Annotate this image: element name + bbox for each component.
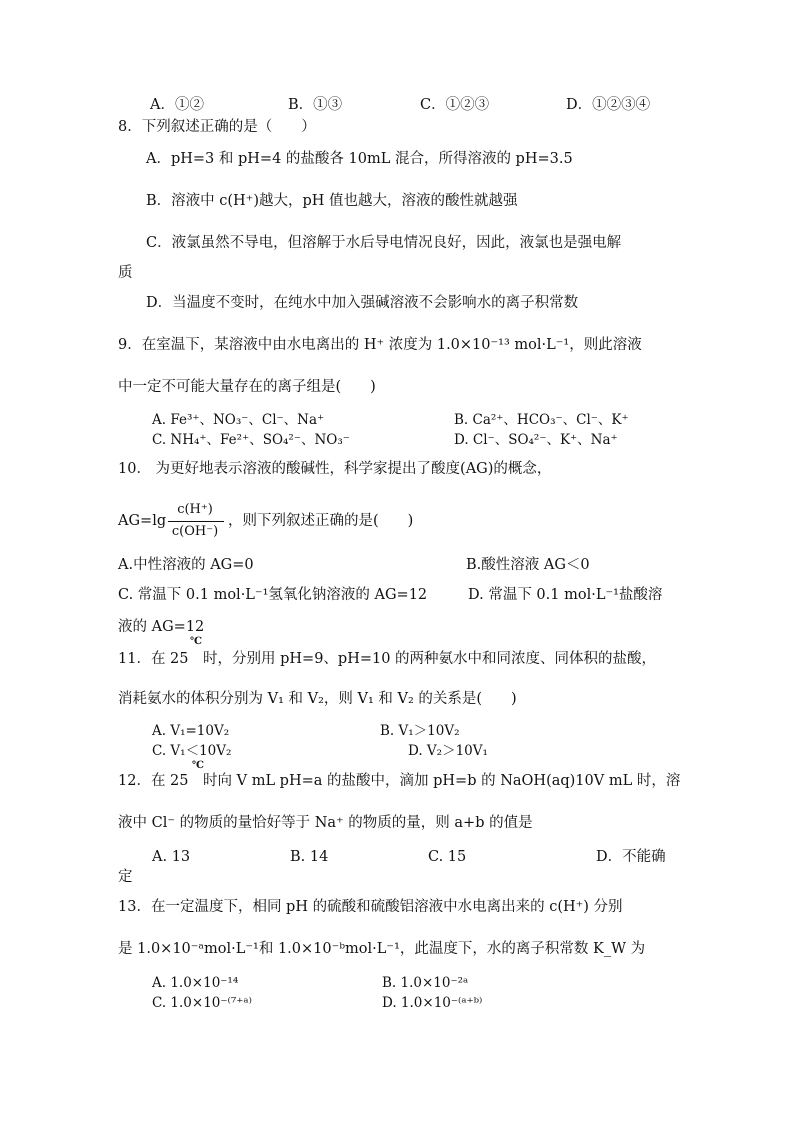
q10-option-c: C. 常温下 0.1 mol·L⁻¹氢氧化钠溶液的 AG=12 [118, 587, 428, 603]
q11-option-c: C. V₁＜10V₂ [152, 743, 232, 759]
q7-option-b: B．①③ [288, 97, 343, 113]
q9-stem-line1: 9．在室温下，某溶液中由水电离出的 H⁺ 浓度为 1.0×10⁻¹³ mol·L⁻¹，则此溶液 [118, 337, 642, 353]
q9-option-d: D. Cl⁻、SO₄²⁻、K⁺、Na⁺ [454, 432, 618, 448]
q10-fraction-bar [168, 521, 224, 522]
q10-fraction-numerator: c(H⁺) [177, 502, 213, 517]
q8-option-d: D．当温度不变时，在纯水中加入强碱溶液不会影响水的离子积常数 [146, 295, 579, 311]
q9-stem-line2: 中一定不可能大量存在的离子组是( ) [118, 379, 376, 395]
q11-option-b: B. V₁＞10V₂ [380, 723, 460, 739]
q10-option-a: A.中性溶液的 AG=0 [118, 557, 254, 573]
q12-degree-symbol: ℃ [192, 760, 204, 771]
q11-option-d: D. V₂＞10V₁ [408, 743, 488, 759]
q12-stem-line1: 12．在 25 时向 V mL pH=a 的盐酸中，滴加 pH=b 的 NaOH(aq)10V mL 时，溶 [118, 773, 681, 789]
q11-stem-line1: 11．在 25 时，分别用 pH=9、pH=10 的两种氨水中和同浓度、同体积的盐酸， [118, 651, 657, 667]
q10-option-d-line2: 液的 AG=12 [118, 619, 205, 635]
q9-option-c: C. NH₄⁺、Fe²⁺、SO₄²⁻、NO₃⁻ [152, 432, 350, 448]
q9-option-a: A. Fe³⁺、NO₃⁻、Cl⁻、Na⁺ [152, 412, 325, 428]
q13-stem-line2: 是 1.0×10⁻ᵃmol·L⁻¹和 1.0×10⁻ᵇmol·L⁻¹，此温度下，水的离子积常数 K_W 为 [118, 941, 646, 957]
q8-option-a: A．pH=3 和 pH=4 的盐酸各 10mL 混合，所得溶液的 pH=3.5 [146, 151, 573, 167]
q13-stem-line1: 13．在一定温度下，相同 pH 的硫酸和硫酸铝溶液中水电离出来的 c(H⁺) 分别 [118, 899, 623, 915]
q11-degree-symbol: ℃ [190, 636, 202, 647]
q8-option-b: B．溶液中 c(H⁺)越大，pH 值也越大，溶液的酸性就越强 [146, 193, 518, 209]
q13-option-a: A. 1.0×10⁻¹⁴ [152, 975, 239, 991]
q13-option-d: D. 1.0×10⁻⁽ᵃ⁺ᵇ⁾ [382, 995, 483, 1011]
q13-option-b: B. 1.0×10⁻²ᵃ [382, 975, 469, 991]
q8-stem: 8．下列叙述正确的是（ ） [118, 119, 316, 135]
q10-stem-suffix: ，则下列叙述正确的是( ) [228, 513, 414, 529]
q12-option-b: B. 14 [290, 849, 329, 865]
q10-option-d-line1: D. 常温下 0.1 mol·L⁻¹盐酸溶 [468, 587, 663, 603]
q11-option-a: A. V₁=10V₂ [152, 723, 230, 739]
q10-fraction-denominator: c(OH⁻) [171, 524, 219, 539]
q7-option-c: C．①②③ [420, 97, 490, 113]
q12-option-c: C. 15 [428, 849, 467, 865]
q8-option-c-line1: C．液氯虽然不导电，但溶解于水后导电情况良好，因此，液氯也是强电解 [146, 235, 622, 251]
q10-option-b: B.酸性溶液 AG＜0 [466, 557, 590, 573]
q11-stem-line2: 消耗氨水的体积分别为 V₁ 和 V₂，则 V₁ 和 V₂ 的关系是( ) [118, 691, 517, 707]
q13-option-c: C. 1.0×10⁻⁽⁷⁺ᵃ⁾ [152, 995, 252, 1011]
q12-option-a: A. 13 [152, 849, 191, 865]
q8-option-c-line2: 质 [118, 265, 133, 281]
q10-stem-prefix: AG=lg [118, 513, 167, 529]
q10-stem-line1: 10． 为更好地表示溶液的酸碱性，科学家提出了酸度(AG)的概念， [118, 461, 552, 477]
q9-option-b: B. Ca²⁺、HCO₃⁻、Cl⁻、K⁺ [454, 412, 629, 428]
q12-option-d-line1: D．不能确 [596, 849, 666, 865]
q7-option-a: A．①② [150, 97, 204, 113]
q12-option-d-line2: 定 [118, 869, 133, 885]
q7-option-d: D．①②③④ [566, 97, 651, 113]
q12-stem-line2: 液中 Cl⁻ 的物质的量恰好等于 Na⁺ 的物质的量，则 a+b 的值是 [118, 815, 533, 831]
